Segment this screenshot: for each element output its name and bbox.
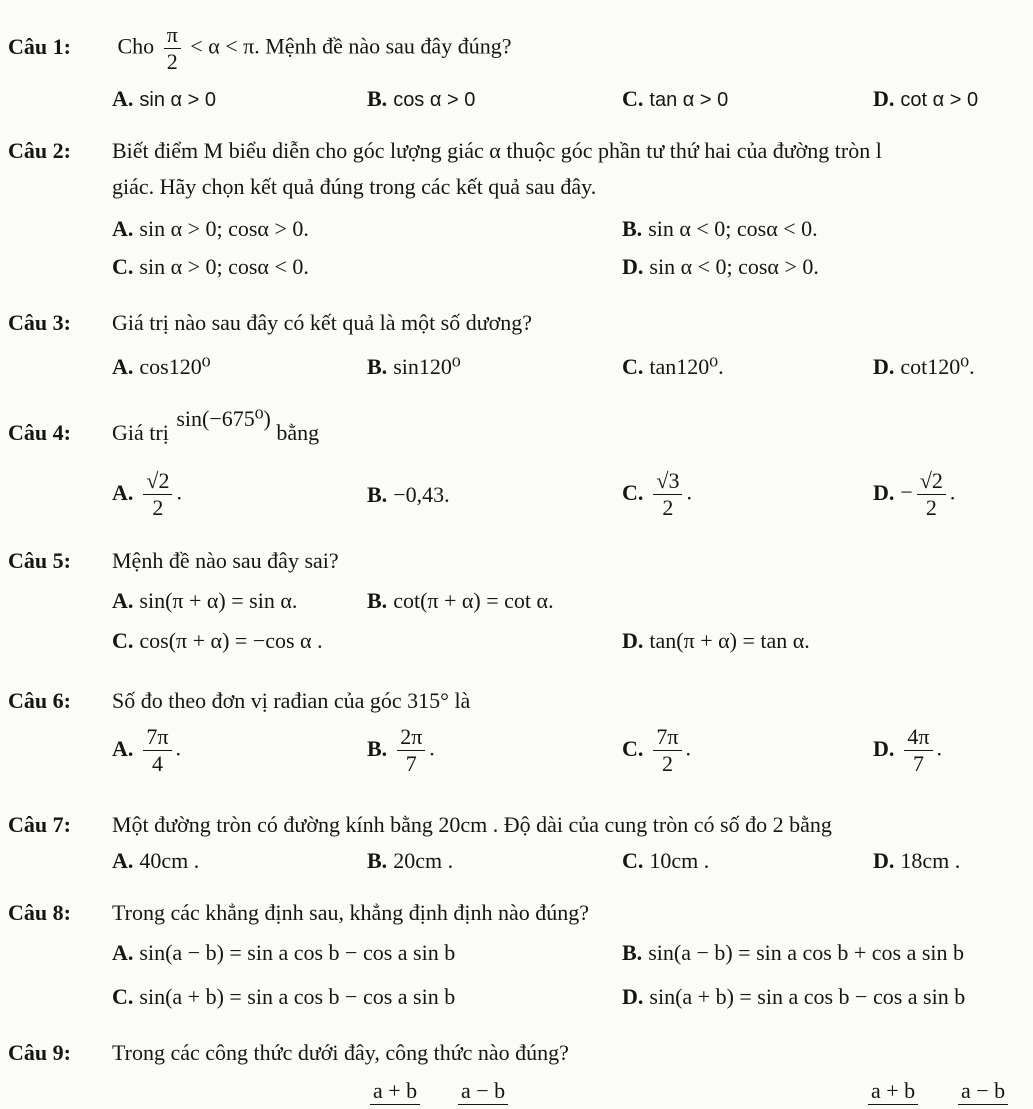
fraction (143, 468, 172, 521)
option-text: tan α > 0 (649, 89, 729, 111)
question-label: Câu 3: (8, 310, 71, 335)
option-letter: C. (112, 628, 134, 653)
option-letter: A. (112, 588, 134, 613)
option-letter: B. (367, 354, 388, 379)
option-c[interactable] (112, 254, 309, 280)
question-6 (8, 688, 470, 714)
fraction-denominator: 7 (405, 751, 417, 776)
option-d[interactable] (622, 984, 965, 1010)
fraction-denominator: 2 (662, 495, 674, 520)
fraction-denominator: 2 (152, 495, 164, 520)
option-text: sin(a + b) = sin a cos b − cos a sin b (649, 984, 966, 1009)
question-3 (8, 310, 532, 336)
fraction-numerator: a − b (958, 1078, 1008, 1105)
fraction-denominator: 4 (151, 751, 163, 776)
option-letter: A. (112, 735, 134, 761)
question-label: Câu 7: (8, 812, 71, 837)
option-letter: D. (873, 735, 895, 761)
option-d[interactable] (873, 86, 978, 112)
option-text: sin(a − b) = sin a cos b + cos a sin b (648, 940, 965, 965)
option-letter: D. (873, 848, 895, 873)
fraction-numerator: a + b (370, 1078, 420, 1105)
option-d[interactable] (873, 354, 975, 380)
option-c[interactable] (622, 848, 709, 874)
option-text: 18cm . (900, 848, 961, 873)
option-text: tan120⁰. (649, 354, 724, 379)
option-letter: B. (367, 482, 388, 507)
option-b-fraction-2 (958, 1078, 1008, 1105)
question-text-post: là (454, 688, 471, 713)
fraction-numerator: √3 (653, 468, 682, 495)
option-a[interactable] (112, 468, 182, 521)
option-text: sin α < 0; cosα < 0. (648, 216, 818, 241)
fraction-numerator: π (164, 22, 181, 49)
question-text: Một đường tròn có đường kính bằng 20cm . Độ dài của cung tròn có số đo 2 bằng (112, 812, 832, 837)
option-letter: A. (112, 216, 134, 241)
option-letter: D. (873, 479, 895, 505)
fraction-numerator: 2π (397, 724, 425, 751)
option-letter: B. (367, 86, 388, 111)
fraction (904, 724, 932, 777)
option-text: 10cm . (649, 848, 710, 873)
option-b[interactable] (622, 940, 964, 966)
option-text: sin α > 0; cosα > 0. (139, 216, 309, 241)
option-prefix: − (900, 479, 913, 505)
fraction-denominator: 2 (661, 751, 673, 776)
fraction-numerator: 4π (904, 724, 932, 751)
option-a[interactable] (112, 216, 309, 242)
option-c[interactable] (622, 86, 728, 112)
option-a-fraction-1 (370, 1078, 420, 1105)
option-letter: C. (622, 735, 644, 761)
option-suffix: . (949, 479, 956, 505)
option-d[interactable]: D. $\frac{4\pi}{7}$ . (873, 724, 942, 776)
question-text-post: . Mệnh đề nào sau đây đúng? (254, 33, 512, 59)
option-b[interactable] (367, 848, 453, 874)
option-c[interactable]: C. $\frac{7\pi}{2}$ . (622, 724, 691, 776)
option-a[interactable] (112, 354, 211, 380)
option-text: sin120⁰ (393, 354, 461, 379)
question-label: Câu 5: (8, 548, 71, 573)
fraction-denominator: 7 (912, 751, 924, 776)
option-b-fraction-1 (868, 1078, 918, 1105)
option-d[interactable] (622, 254, 819, 280)
option-c[interactable] (112, 628, 323, 654)
option-b[interactable] (367, 354, 461, 380)
option-suffix: . (176, 479, 182, 505)
question-text-pre: Giá trị (112, 420, 169, 445)
option-text: sin(π + α) = sin α. (139, 588, 298, 613)
question-text-post: bằng (276, 420, 320, 445)
fraction-numerator: a − b (458, 1078, 508, 1105)
option-text: sin(a − b) = sin a cos b − cos a sin b (139, 940, 456, 965)
question-label: Câu 8: (8, 900, 71, 925)
question-text: Trong các công thức dưới đây, công thức nào đúng? (112, 1040, 569, 1065)
option-text: cot(π + α) = cot α. (393, 588, 554, 613)
option-a[interactable]: A. $\frac{7\pi}{4}$ . (112, 724, 181, 776)
option-letter: C. (622, 354, 644, 379)
option-letter: B. (622, 216, 643, 241)
question-label: Câu 1: (8, 33, 71, 59)
option-a[interactable] (112, 848, 199, 874)
option-text: sin(a + b) = sin a cos b − cos a sin b (139, 984, 456, 1009)
option-b[interactable] (367, 588, 554, 614)
fraction-numerator: 7π (653, 724, 681, 751)
question-8 (8, 900, 589, 926)
option-letter: D. (873, 86, 895, 111)
option-letter: D. (622, 254, 644, 279)
question-4 (8, 406, 320, 446)
question-1 (8, 22, 511, 75)
fraction-numerator: √2 (917, 468, 946, 495)
option-text: sin α < 0; cosα > 0. (649, 254, 819, 279)
option-letter: C. (622, 479, 644, 505)
question-label: Câu 2: (8, 138, 71, 163)
option-letter: B. (367, 735, 388, 761)
question-text: Biết điểm M biểu diễn cho góc lượng giác α thuộc góc phần tư thứ hai của đường tròn l (112, 138, 882, 163)
question-text-pre: Cho (117, 33, 155, 59)
question-text-pre: Số đo theo đơn vị rađian của góc (112, 688, 402, 713)
option-letter: C. (622, 86, 644, 111)
question-9 (8, 1040, 569, 1066)
fraction (653, 468, 682, 521)
question-label: Câu 4: (8, 420, 71, 445)
option-letter: D. (622, 628, 644, 653)
fraction (917, 468, 946, 521)
option-d[interactable] (873, 848, 960, 874)
option-letter: B. (622, 940, 643, 965)
option-d[interactable] (873, 468, 955, 521)
option-text: sin α > 0 (139, 89, 216, 111)
fraction (397, 724, 425, 777)
option-text: cos120⁰ (139, 354, 211, 379)
option-text: sin α > 0; cosα < 0. (139, 254, 309, 279)
option-text: cos α > 0 (393, 89, 476, 111)
question-2 (8, 138, 882, 164)
option-letter: A. (112, 86, 134, 111)
question-5 (8, 548, 339, 574)
option-text: 20cm . (393, 848, 454, 873)
option-letter: C. (112, 984, 134, 1009)
option-b[interactable] (367, 86, 475, 112)
option-text: −0,43. (393, 482, 450, 507)
question-text: Trong các khẳng định sau, khẳng định định nào đúng? (112, 900, 590, 925)
option-text: tan(π + α) = tan α. (649, 628, 810, 653)
option-b[interactable] (622, 216, 818, 242)
question-2-continuation: giác. Hãy chọn kết quả đúng trong các kết quả sau đây. (112, 174, 597, 199)
option-letter: A. (112, 848, 134, 873)
fraction (653, 724, 681, 777)
fraction-denominator: 2 (925, 495, 937, 520)
fraction (164, 22, 181, 75)
option-letter: D. (622, 984, 644, 1009)
fraction-numerator: a + b (868, 1078, 918, 1105)
option-d[interactable] (622, 628, 810, 654)
option-b[interactable]: B. $\frac{2\pi}{7}$ . (367, 724, 435, 776)
option-letter: C. (622, 848, 644, 873)
option-c[interactable] (622, 468, 692, 521)
question-7 (8, 812, 832, 838)
option-letter: D. (873, 354, 895, 379)
option-a-fraction-2 (458, 1078, 508, 1105)
option-text: cos(π + α) = −cos α . (139, 628, 323, 653)
option-letter: B. (367, 848, 388, 873)
question-text-mid: < α < π (190, 33, 255, 59)
option-c[interactable] (112, 984, 455, 1010)
option-letter: B. (367, 588, 388, 613)
option-a[interactable] (112, 940, 455, 966)
option-letter: A. (112, 940, 134, 965)
option-a[interactable] (112, 588, 297, 614)
option-text: cot α > 0 (900, 89, 979, 111)
fraction-numerator: √2 (143, 468, 172, 495)
question-text: Giá trị nào sau đây có kết quả là một số dương? (112, 310, 533, 335)
option-a[interactable] (112, 86, 216, 112)
option-letter: A. (112, 479, 134, 505)
option-letter: C. (112, 254, 134, 279)
option-suffix: . (686, 479, 692, 505)
fraction-numerator: 7π (143, 724, 171, 751)
angle-value: 315° (407, 688, 449, 713)
question-label: Câu 6: (8, 688, 71, 713)
option-text: cot120⁰. (900, 354, 975, 379)
fraction-denominator: 2 (166, 49, 178, 74)
option-c[interactable] (622, 354, 724, 380)
option-letter: A. (112, 354, 134, 379)
question-label: Câu 9: (8, 1040, 71, 1065)
option-b[interactable] (367, 482, 450, 508)
question-expression: sin(−675⁰) (176, 406, 271, 431)
question-text: Mệnh đề nào sau đây sai? (112, 548, 339, 573)
fraction (143, 724, 171, 777)
option-text: 40cm . (139, 848, 200, 873)
